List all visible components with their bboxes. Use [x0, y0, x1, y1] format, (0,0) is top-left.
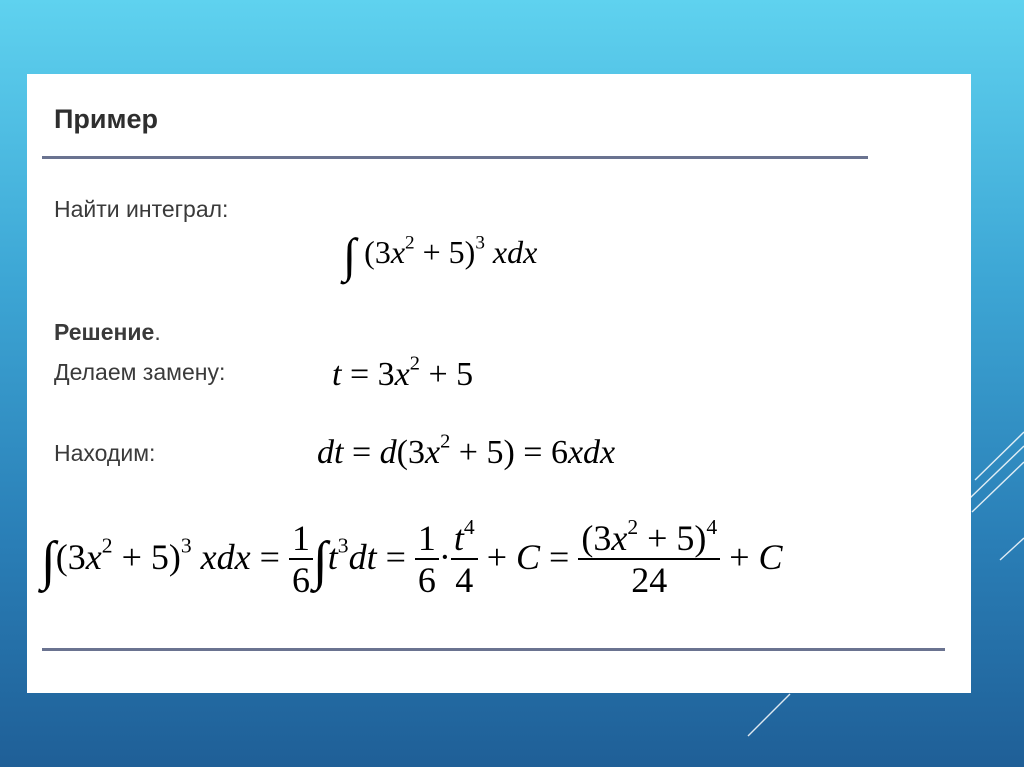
slide-title: Пример [54, 104, 158, 134]
substitution-formula: $t = 3x^2 + 5$ [332, 352, 474, 393]
solution-label: Решение. [54, 319, 161, 345]
bottom-divider [42, 648, 945, 651]
integral-formula: ∫ $(3x^2 + 5)^3$ xdx [343, 229, 538, 283]
slide-content-card [27, 74, 971, 693]
title-divider [42, 156, 868, 159]
result-formula: $\int(3x^2 + 5)^3$ xdx = $\frac{1}{6}$ $\int t^3dt$ = $\frac{1}{6}$ · $\frac{t^4}{4}$ + C = $\frac{(3x^2 + 5)^4}{24}$ + C [41, 514, 783, 600]
find-label: Находим: [54, 440, 156, 466]
substitution-label: Делаем замену: [54, 359, 226, 385]
differential-formula: dt = $d(3x^2 + 5) = 6xdx$ [317, 430, 616, 471]
task-label: Найти интеграл: [54, 196, 229, 222]
